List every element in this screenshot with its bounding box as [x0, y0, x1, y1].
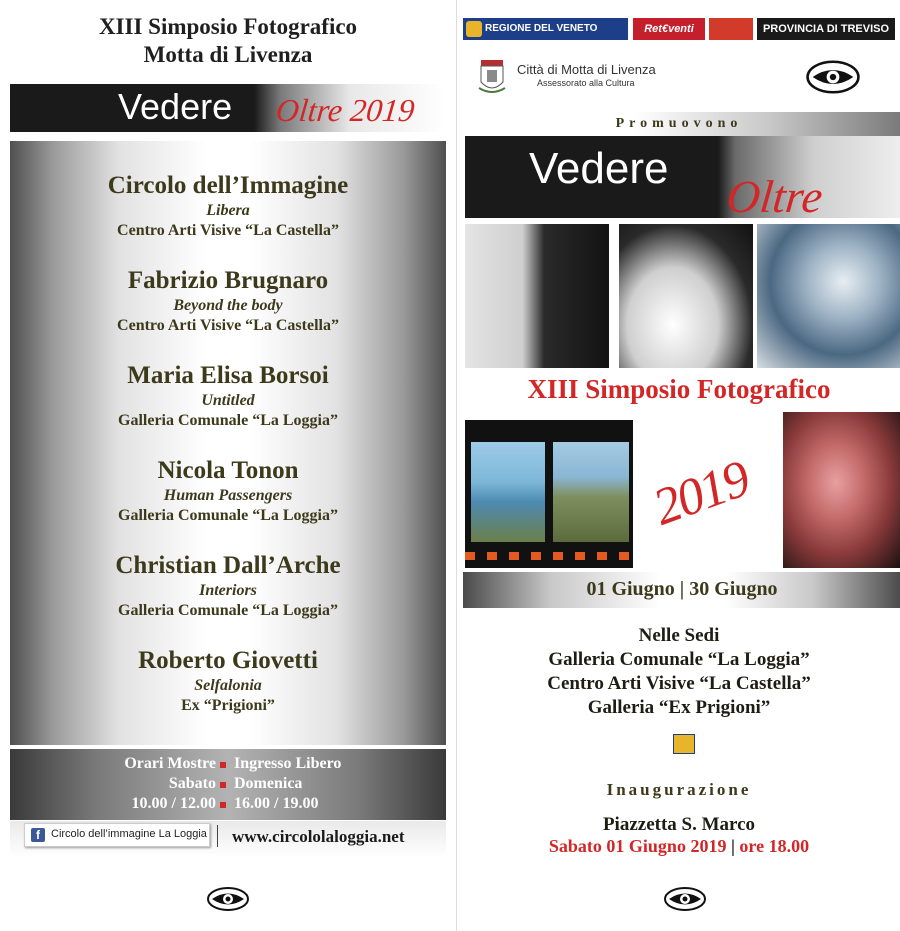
artist-name: Circolo dell’Immagine — [107, 172, 349, 199]
film-frame-coast — [471, 442, 545, 542]
banner-oltre-text: Oltre 2019 — [274, 92, 417, 128]
artist-work: Human Passengers — [163, 487, 293, 504]
photo-shadow-figure — [465, 224, 609, 368]
hours-label: Sabato — [168, 775, 216, 792]
banner-vedere-text: Vedere — [118, 86, 233, 127]
hours-value: Domenica — [234, 775, 303, 792]
sponsor-provincia-treviso: PROVINCIA DI TREVISO — [757, 18, 895, 40]
sedi-venue: Galleria Comunale “La Loggia” — [548, 649, 810, 670]
sponsor-regione-veneto — [463, 18, 628, 40]
facebook-icon: f — [31, 828, 45, 842]
sedi-venue: Galleria “Ex Prigioni” — [587, 697, 771, 718]
patrocinio-logo — [667, 734, 707, 770]
artist-work: Libera — [206, 202, 250, 219]
simposio-title: XIII Simposio Fotografico — [527, 374, 831, 404]
dates-bar: 01 Giugno | 30 Giugno — [463, 572, 900, 608]
citta-subtitle: Assessorato alla Cultura — [537, 78, 635, 88]
artist-venue: Centro Arti Visive “La Castella” — [117, 222, 339, 239]
sponsor-label: REGIONE DEL VENETO — [485, 23, 598, 34]
inaugurazione-date: Sabato 01 Giugno 2019 — [548, 836, 727, 856]
hours-block — [10, 749, 446, 820]
artist-work: Selfalonia — [194, 677, 262, 694]
inaugurazione-heading: Inaugurazione — [606, 780, 752, 799]
banner-oltre-text: Oltre — [724, 171, 826, 222]
artist-item — [10, 266, 446, 336]
artist-item — [10, 171, 446, 241]
film-frame-people — [553, 442, 629, 542]
sponsor-reteventi: Ret€venti — [633, 18, 705, 40]
artist-name: Christian Dall’Arche — [115, 552, 341, 579]
sponsor-bar — [463, 18, 895, 40]
artist-venue: Centro Arti Visive “La Castella” — [117, 317, 339, 334]
citta-block — [477, 58, 737, 98]
artist-name: Maria Elisa Borsoi — [127, 362, 329, 389]
artist-list — [10, 141, 446, 745]
banner-vedere-text: Vedere — [529, 144, 669, 193]
vedere-banner-left — [10, 84, 446, 132]
film-strip-marks — [465, 552, 633, 560]
inaugurazione-time: ore 18.00 — [739, 836, 810, 856]
artist-venue: Ex “Prigioni” — [181, 697, 275, 714]
red-bullet-icon — [220, 802, 226, 808]
sedi-heading: Nelle Sedi — [638, 625, 720, 646]
divider — [217, 825, 218, 847]
sponsor-small-logo — [709, 18, 753, 40]
artist-work: Untitled — [201, 392, 255, 409]
hours-value: 16.00 / 19.00 — [234, 795, 319, 812]
artist-item — [10, 551, 446, 621]
artist-venue: Galleria Comunale “La Loggia” — [118, 412, 338, 429]
year-label: 2019 — [646, 450, 756, 537]
artist-name: Fabrizio Brugnaro — [127, 267, 329, 294]
artist-item — [10, 646, 446, 716]
artist-name: Roberto Giovetti — [138, 647, 318, 674]
photo-light-window — [619, 224, 753, 368]
vedere-banner-right — [465, 136, 900, 222]
veneto-lion-icon — [466, 21, 482, 37]
city-crest-icon — [477, 58, 507, 96]
hours-value: Ingresso Libero — [234, 755, 342, 772]
photo-red-body — [783, 412, 900, 568]
separator: | — [730, 836, 740, 856]
red-bullet-icon — [220, 762, 226, 768]
inaugurazione-place: Piazzetta S. Marco — [602, 814, 756, 835]
eye-logo-icon — [663, 886, 707, 914]
artist-work: Beyond the body — [173, 297, 283, 314]
website-link[interactable]: www.circololaloggia.net — [232, 827, 405, 846]
eye-logo-icon — [805, 58, 865, 108]
right-panel — [456, 0, 900, 931]
promuovono-label: Promuovono — [457, 112, 900, 136]
artist-venue: Galleria Comunale “La Loggia” — [118, 602, 338, 619]
artist-item — [10, 361, 446, 431]
sedi-venue: Centro Arti Visive “La Castella” — [547, 673, 811, 694]
artist-name: Nicola Tonon — [157, 457, 299, 484]
artist-work: Interiors — [199, 582, 257, 599]
red-bullet-icon — [220, 782, 226, 788]
artist-venue: Galleria Comunale “La Loggia” — [118, 507, 338, 524]
hours-label: Orari Mostre — [124, 755, 216, 772]
photo-blue-abstract — [757, 224, 900, 368]
hours-label: 10.00 / 12.00 — [131, 795, 216, 812]
eye-logo-icon — [206, 886, 250, 914]
facebook-link[interactable] — [24, 823, 210, 847]
veneto-lion-icon — [673, 734, 695, 754]
citta-name: Città di Motta di Livenza — [517, 62, 656, 77]
facebook-label: Circolo dell’immagine La Loggia — [51, 828, 207, 840]
artist-item — [10, 456, 446, 526]
photo-film-strip — [465, 420, 633, 568]
left-title-line1: XIII Simposio Fotografico — [98, 14, 358, 39]
contact-row — [10, 821, 446, 857]
left-title-line2: Motta di Livenza — [143, 42, 313, 67]
inaugurazione-datetime — [457, 836, 900, 857]
